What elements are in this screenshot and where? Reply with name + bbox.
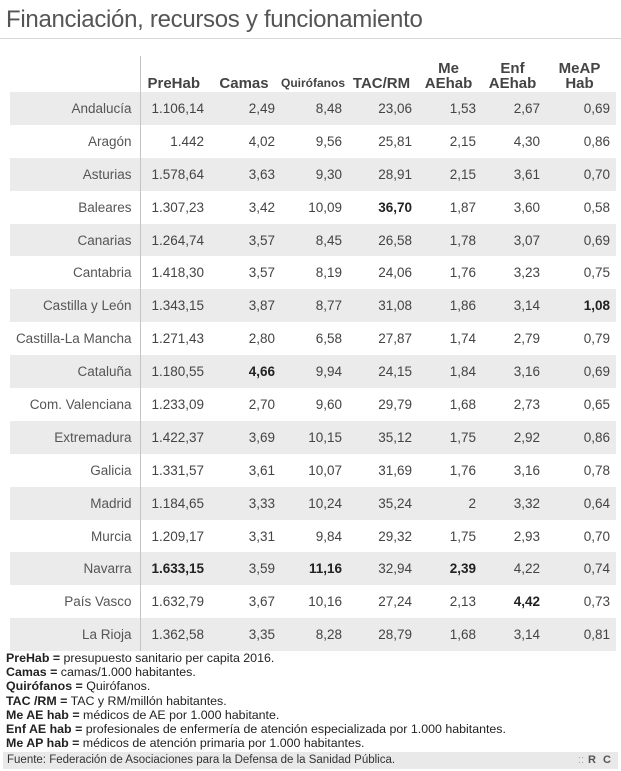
value-cell: 10,15 xyxy=(281,421,348,454)
value-cell: 3,57 xyxy=(248,265,275,281)
legend-definition: Quirófanos. xyxy=(82,679,151,694)
value-cell: 1,68 xyxy=(418,618,482,651)
value-cell: 1.180,55 xyxy=(140,355,210,388)
value-cell: 1.264,74 xyxy=(140,224,210,257)
legend-definition: camas/1.000 habitantes. xyxy=(57,665,196,680)
value-cell: 0,81 xyxy=(546,618,616,651)
legend-term: PreHab = xyxy=(6,651,61,665)
value-cell: 1.233,09 xyxy=(140,388,210,421)
legend-definition: médicos de AE por 1.000 habitante. xyxy=(79,707,280,722)
value-cell: 1,75 xyxy=(418,421,482,454)
value-cell: 4,42 xyxy=(513,594,540,610)
column-header-line2: Quirófanos xyxy=(281,76,346,90)
value-cell: 8,19 xyxy=(315,265,342,281)
legend-term: Me AE hab = xyxy=(6,707,80,722)
value-cell: 2,93 xyxy=(513,528,540,544)
value-cell: 3,67 xyxy=(248,594,275,610)
title-divider xyxy=(0,38,621,39)
value-cell: 3,59 xyxy=(210,552,281,585)
table-row xyxy=(10,125,616,158)
logo-text: R C xyxy=(588,754,613,766)
value-cell: 0,78 xyxy=(583,462,610,478)
value-cell: 9,56 xyxy=(315,133,342,149)
legend-definition: presupuesto sanitario per capita 2016. xyxy=(60,651,275,665)
region-cell: Cantabria xyxy=(72,265,132,281)
value-cell: 2,73 xyxy=(513,396,540,412)
region-cell: Andalucía xyxy=(10,92,140,125)
table-row xyxy=(10,487,616,520)
value-cell: 4,30 xyxy=(513,133,540,149)
value-cell: 1,76 xyxy=(449,265,476,281)
column-header-line2: Hab xyxy=(565,75,594,92)
value-cell: 1.578,64 xyxy=(140,158,210,191)
value-cell: 10,24 xyxy=(281,487,348,520)
value-cell: 1,78 xyxy=(418,224,482,257)
value-cell: 11,16 xyxy=(281,552,348,585)
value-cell: 31,08 xyxy=(348,289,418,322)
value-cell: 0,69 xyxy=(546,92,616,125)
legend-term: TAC /RM = xyxy=(6,693,68,708)
value-cell: 3,07 xyxy=(482,224,546,257)
logo-dots: :: xyxy=(577,754,585,766)
value-cell: 3,16 xyxy=(482,355,546,388)
column-header-line2: AEhab xyxy=(488,75,537,92)
table-row xyxy=(10,585,616,618)
value-cell: 8,48 xyxy=(281,92,348,125)
table-row xyxy=(10,92,616,125)
legend-term: Me AP hab = xyxy=(6,736,80,751)
value-cell: 1.184,65 xyxy=(140,487,210,520)
legend-note xyxy=(6,708,616,722)
value-cell: 23,06 xyxy=(348,92,418,125)
value-cell: 3,14 xyxy=(482,618,546,651)
table-body xyxy=(10,92,616,651)
value-cell: 0,86 xyxy=(583,133,610,149)
value-cell: 2,15 xyxy=(418,158,482,191)
value-cell: 1.343,15 xyxy=(140,289,210,322)
value-cell: 9,94 xyxy=(281,355,348,388)
region-cell: Extremadura xyxy=(10,421,140,454)
legend-note xyxy=(6,722,616,736)
value-cell: 0,70 xyxy=(583,528,610,544)
value-cell: 3,69 xyxy=(210,421,281,454)
value-cell: 3,60 xyxy=(513,199,540,215)
value-cell: 28,79 xyxy=(348,618,418,651)
table-row xyxy=(10,322,616,355)
table-row xyxy=(10,191,616,224)
column-header xyxy=(210,56,281,92)
value-cell: 1,75 xyxy=(449,528,476,544)
value-cell: 3,35 xyxy=(210,618,281,651)
table-row xyxy=(10,388,616,421)
value-cell: 2,39 xyxy=(418,552,482,585)
header-row xyxy=(10,56,616,92)
value-cell: 1,68 xyxy=(449,396,476,412)
value-cell: 24,06 xyxy=(378,265,412,281)
region-cell: Murcia xyxy=(90,528,132,544)
value-cell: 1,74 xyxy=(449,331,476,347)
value-cell: 9,60 xyxy=(315,396,342,412)
region-cell: Castilla-La Mancha xyxy=(15,331,132,347)
value-cell: 9,84 xyxy=(315,528,342,544)
value-cell: 1.442 xyxy=(140,125,210,158)
value-cell: 1,87 xyxy=(449,199,476,215)
region-cell: Baleares xyxy=(78,199,132,215)
legend-definition: médicos de atención primaria por 1.000 habitantes. xyxy=(79,736,365,751)
value-cell: 1,84 xyxy=(418,355,482,388)
header-region xyxy=(10,56,140,92)
value-cell: 26,58 xyxy=(348,224,418,257)
value-cell: 27,24 xyxy=(378,594,412,610)
value-cell: 1.422,37 xyxy=(140,421,210,454)
data-table xyxy=(10,56,616,651)
value-cell: 6,58 xyxy=(315,331,342,347)
value-cell: 3,61 xyxy=(482,158,546,191)
value-cell: 3,14 xyxy=(482,289,546,322)
region-cell: Asturias xyxy=(10,158,140,191)
value-cell: 1.106,14 xyxy=(140,92,210,125)
column-header-line2: AEhab xyxy=(424,75,473,92)
value-cell: 10,07 xyxy=(308,462,342,478)
region-cell: Navarra xyxy=(10,552,140,585)
value-cell: 10,09 xyxy=(308,199,342,215)
legend-term: Quirófanos = xyxy=(6,679,83,694)
value-cell: 29,79 xyxy=(378,396,412,412)
value-cell: 27,87 xyxy=(378,331,412,347)
region-cell: Castilla y León xyxy=(10,289,140,322)
value-cell: 1.271,43 xyxy=(140,322,210,355)
value-cell: 35,12 xyxy=(348,421,418,454)
value-cell: 0,58 xyxy=(583,199,610,215)
table-row xyxy=(10,421,616,454)
legend-note xyxy=(6,679,616,693)
value-cell: 0,65 xyxy=(583,396,610,412)
value-cell: 2,70 xyxy=(248,396,275,412)
value-cell: 1,08 xyxy=(546,289,616,322)
value-cell: 2,15 xyxy=(449,133,476,149)
value-cell: 0,73 xyxy=(583,594,610,610)
legend-notes xyxy=(6,651,616,750)
legend-note xyxy=(6,694,616,708)
table-row xyxy=(10,520,616,553)
brand-logo xyxy=(578,754,613,766)
column-header-line1: Me xyxy=(438,60,459,77)
value-cell: 8,28 xyxy=(281,618,348,651)
table-row xyxy=(10,355,616,388)
value-cell: 4,66 xyxy=(210,355,281,388)
table-row xyxy=(10,256,616,289)
value-cell: 32,94 xyxy=(348,552,418,585)
page-title: Financiación, recursos y funcionamiento xyxy=(6,6,423,33)
value-cell: 1.331,57 xyxy=(140,454,210,487)
value-cell: 3,42 xyxy=(248,199,275,215)
value-cell: 3,57 xyxy=(210,224,281,257)
value-cell: 3,23 xyxy=(513,265,540,281)
value-cell: 0,64 xyxy=(546,487,616,520)
region-cell: Com. Valenciana xyxy=(29,396,132,412)
value-cell: 3,31 xyxy=(248,528,275,544)
value-cell: 9,30 xyxy=(281,158,348,191)
value-cell: 10,16 xyxy=(308,594,342,610)
value-cell: 2,67 xyxy=(482,92,546,125)
value-cell: 1,86 xyxy=(418,289,482,322)
value-cell: 2 xyxy=(418,487,482,520)
column-header xyxy=(546,56,616,92)
value-cell: 1.307,23 xyxy=(140,191,210,224)
legend-note xyxy=(6,665,616,679)
value-cell: 1.633,15 xyxy=(140,552,210,585)
legend-definition: TAC y RM/millón habitantes. xyxy=(67,693,227,708)
value-cell: 2,80 xyxy=(248,331,275,347)
value-cell: 0,69 xyxy=(546,224,616,257)
value-cell: 1.418,30 xyxy=(140,256,210,289)
value-cell: 3,32 xyxy=(482,487,546,520)
region-cell: País Vasco xyxy=(64,594,132,610)
value-cell: 0,74 xyxy=(546,552,616,585)
source-text: Fuente: Federación de Asociaciones para la Defensa de la Sanidad Pública. xyxy=(7,754,396,766)
column-header-line2: Camas xyxy=(219,75,269,92)
column-header-line2: PreHab xyxy=(147,75,201,92)
column-header xyxy=(348,56,418,92)
column-header-line1: MeAP xyxy=(558,60,601,77)
value-cell: 1.362,58 xyxy=(140,618,210,651)
value-cell: 1,76 xyxy=(449,462,476,478)
table-row xyxy=(10,618,616,651)
value-cell: 24,15 xyxy=(348,355,418,388)
value-cell: 3,33 xyxy=(210,487,281,520)
legend-note xyxy=(6,736,616,750)
value-cell: 8,45 xyxy=(281,224,348,257)
value-cell: 2,49 xyxy=(210,92,281,125)
column-header xyxy=(418,56,482,92)
source-bar xyxy=(3,752,618,769)
value-cell: 2,13 xyxy=(449,594,476,610)
value-cell: 4,02 xyxy=(248,133,275,149)
value-cell: 0,86 xyxy=(546,421,616,454)
value-cell: 4,22 xyxy=(482,552,546,585)
region-cell: Canarias xyxy=(10,224,140,257)
table-header xyxy=(10,56,616,92)
region-cell: Aragón xyxy=(87,133,132,149)
column-header xyxy=(281,56,348,92)
value-cell: 1.632,79 xyxy=(140,585,210,618)
value-cell: 8,77 xyxy=(281,289,348,322)
value-cell: 36,70 xyxy=(378,199,412,215)
legend-term: Enf AE hab = xyxy=(6,722,83,737)
region-cell: La Rioja xyxy=(10,618,140,651)
value-cell: 35,24 xyxy=(348,487,418,520)
column-header xyxy=(482,56,546,92)
region-cell: Madrid xyxy=(10,487,140,520)
legend-definition: profesionales de enfermería de atención especializada por 1.000 habitantes. xyxy=(82,722,506,737)
legend-note xyxy=(6,651,616,665)
table-row xyxy=(10,552,616,585)
column-header-line2: TAC/RM xyxy=(352,75,411,92)
value-cell: 0,75 xyxy=(583,265,610,281)
value-cell: 0,79 xyxy=(583,331,610,347)
value-cell: 3,87 xyxy=(210,289,281,322)
value-cell: 3,63 xyxy=(210,158,281,191)
legend-term: Camas = xyxy=(6,665,58,680)
value-cell: 25,81 xyxy=(378,133,412,149)
table-row xyxy=(10,289,616,322)
value-cell: 3,16 xyxy=(513,462,540,478)
value-cell: 1.209,17 xyxy=(140,520,210,553)
region-cell: Cataluña xyxy=(10,355,140,388)
value-cell: 1,53 xyxy=(418,92,482,125)
value-cell: 3,61 xyxy=(248,462,275,478)
value-cell: 0,70 xyxy=(546,158,616,191)
value-cell: 0,69 xyxy=(546,355,616,388)
value-cell: 2,92 xyxy=(482,421,546,454)
value-cell: 2,79 xyxy=(513,331,540,347)
table-row xyxy=(10,158,616,191)
column-header-line1: Enf xyxy=(500,60,525,77)
region-cell: Galicia xyxy=(90,462,132,478)
table-row xyxy=(10,454,616,487)
value-cell: 29,32 xyxy=(378,528,412,544)
column-header xyxy=(140,56,210,92)
value-cell: 31,69 xyxy=(378,462,412,478)
value-cell: 28,91 xyxy=(348,158,418,191)
table-row xyxy=(10,224,616,257)
